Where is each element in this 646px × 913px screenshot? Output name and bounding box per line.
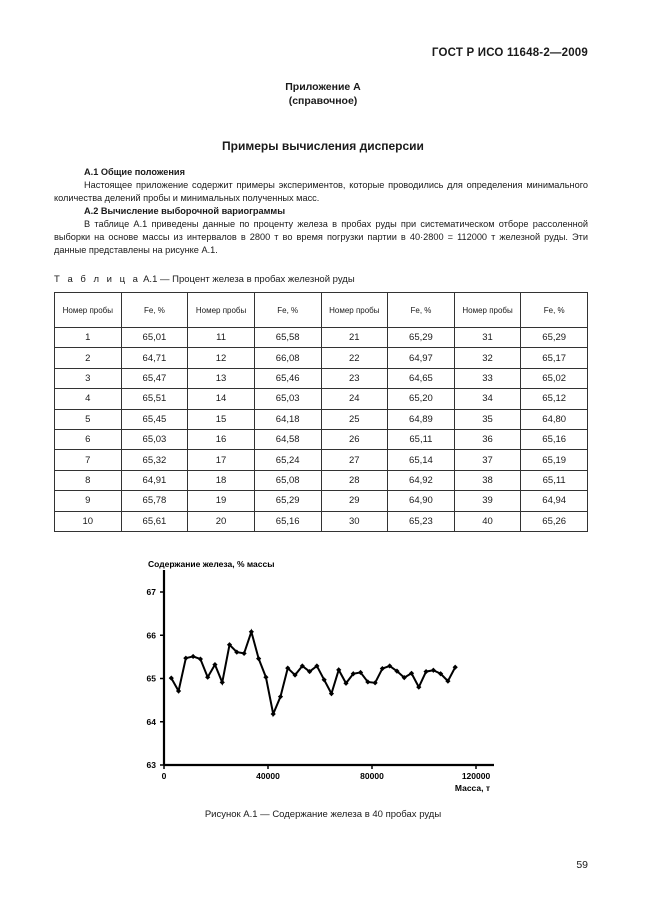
sample-number-cell: 31 — [454, 328, 521, 348]
x-tick-label: 80000 — [360, 771, 384, 781]
sample-number-cell: 23 — [321, 368, 388, 388]
sample-number-cell: 5 — [55, 409, 122, 429]
sample-number-cell: 35 — [454, 409, 521, 429]
sample-number-cell: 32 — [454, 348, 521, 368]
fe-value-cell: 64,89 — [388, 409, 455, 429]
sample-number-cell: 18 — [188, 470, 255, 490]
data-point — [183, 656, 188, 661]
header-sample: Номер пробы — [454, 293, 521, 328]
fe-value-cell: 64,18 — [254, 409, 321, 429]
header-fe: Fe, % — [388, 293, 455, 328]
y-tick-label: 63 — [146, 760, 156, 770]
chart-xlabel: Масса, т — [454, 783, 490, 793]
sample-number-cell: 24 — [321, 389, 388, 409]
chart-ylabel: Содержание железа, % массы — [148, 559, 275, 569]
sample-number-cell: 15 — [188, 409, 255, 429]
fe-value-cell: 65,14 — [388, 450, 455, 470]
table-caption-prefix: Т а б л и ц а — [54, 274, 141, 285]
sample-number-cell: 29 — [321, 491, 388, 511]
sample-number-cell: 19 — [188, 491, 255, 511]
data-point — [191, 654, 196, 659]
fe-value-cell: 65,78 — [121, 491, 188, 511]
fe-value-cell: 64,90 — [388, 491, 455, 511]
header-sample: Номер пробы — [55, 293, 122, 328]
x-tick-label: 0 — [161, 771, 167, 781]
sample-number-cell: 33 — [454, 368, 521, 388]
sample-number-cell: 40 — [454, 511, 521, 531]
fe-value-cell: 64,97 — [388, 348, 455, 368]
y-tick-label: 65 — [146, 673, 156, 684]
fe-value-cell: 65,45 — [121, 409, 188, 429]
sample-number-cell: 22 — [321, 348, 388, 368]
sample-number-cell: 21 — [321, 328, 388, 348]
section-a2-text: В таблице А.1 приведены данные по проценту железа в пробах руды при систематическом отборе рассоленной выборки на основе массы из интервалов в 2800 т во время погрузки партии в 40·2800 = 112000 т железной руды. Эти данные представлены на рисунке А.1. — [54, 219, 588, 255]
annex-title: Приложение А — [285, 81, 361, 93]
chart-series — [169, 629, 458, 716]
fe-value-cell: 65,24 — [254, 450, 321, 470]
page-number: 59 — [576, 859, 588, 871]
sample-number-cell: 36 — [454, 429, 521, 449]
sample-number-cell: 28 — [321, 470, 388, 490]
sample-number-cell: 30 — [321, 511, 388, 531]
fe-value-cell: 64,80 — [521, 409, 588, 429]
fe-value-cell: 65,29 — [388, 328, 455, 348]
fe-value-cell: 64,65 — [388, 368, 455, 388]
sample-number-cell: 37 — [454, 450, 521, 470]
fe-value-cell: 65,12 — [521, 389, 588, 409]
fe-value-cell: 65,11 — [521, 470, 588, 490]
fe-value-cell: 65,61 — [121, 511, 188, 531]
header-fe: Fe, % — [254, 293, 321, 328]
sample-number-cell: 3 — [55, 368, 122, 388]
fe-value-cell: 65,26 — [521, 511, 588, 531]
fe-value-cell: 65,51 — [121, 389, 188, 409]
sample-number-cell: 1 — [55, 328, 122, 348]
main-title: Примеры вычисления дисперсии — [222, 139, 424, 153]
fe-value-cell: 65,01 — [121, 328, 188, 348]
figure-caption: Рисунок А.1 — Содержание железа в 40 пробах руды — [204, 809, 442, 820]
sample-number-cell: 2 — [55, 348, 122, 368]
fe-value-cell: 65,46 — [254, 368, 321, 388]
data-point — [198, 656, 203, 661]
sample-number-cell: 6 — [55, 429, 122, 449]
sample-number-cell: 4 — [55, 389, 122, 409]
section-a1-text: Настоящее приложение содержит примеры экспериментов, которые проводились для определения минимального количества делений пробы и минимальных полученных масс. — [54, 180, 588, 203]
fe-value-cell: 64,58 — [254, 429, 321, 449]
fe-value-cell: 65,58 — [254, 328, 321, 348]
section-a1-heading: А.1 Общие положения — [84, 167, 185, 177]
annex-subtitle: (справочное) — [288, 95, 358, 107]
sample-number-cell: 11 — [188, 328, 255, 348]
sample-number-cell: 27 — [321, 450, 388, 470]
fe-value-cell: 65,20 — [388, 389, 455, 409]
fe-value-cell: 65,23 — [388, 511, 455, 531]
sample-number-cell: 10 — [55, 511, 122, 531]
fe-value-cell: 65,29 — [254, 491, 321, 511]
sample-number-cell: 39 — [454, 491, 521, 511]
sample-number-cell: 8 — [55, 470, 122, 490]
sample-number-cell: 25 — [321, 409, 388, 429]
x-tick-label: 120000 — [461, 771, 491, 781]
fe-value-cell: 64,94 — [521, 491, 588, 511]
sample-number-cell: 20 — [188, 511, 255, 531]
x-tick-label: 40000 — [256, 771, 280, 781]
fe-value-cell: 64,71 — [121, 348, 188, 368]
fe-value-cell: 65,16 — [521, 429, 588, 449]
header-sample: Номер пробы — [321, 293, 388, 328]
fe-value-cell: 65,11 — [388, 429, 455, 449]
header-fe: Fe, % — [521, 293, 588, 328]
sample-number-cell: 13 — [188, 368, 255, 388]
table-caption-text: А.1 — Процент железа в пробах железной руды — [140, 274, 355, 285]
fe-value-cell: 65,02 — [521, 368, 588, 388]
fe-value-cell: 65,16 — [254, 511, 321, 531]
data-point — [256, 656, 261, 661]
y-tick-label: 66 — [146, 630, 156, 641]
sample-number-cell: 34 — [454, 389, 521, 409]
y-tick-label: 64 — [146, 716, 156, 727]
fe-value-cell: 65,29 — [521, 328, 588, 348]
fe-value-cell: 65,47 — [121, 368, 188, 388]
data-point — [249, 629, 254, 634]
sample-number-cell: 12 — [188, 348, 255, 368]
fe-value-cell: 65,17 — [521, 348, 588, 368]
fe-value-cell: 65,03 — [121, 429, 188, 449]
data-point — [241, 651, 246, 656]
fe-value-cell: 65,08 — [254, 470, 321, 490]
sample-number-cell: 16 — [188, 429, 255, 449]
sample-number-cell: 14 — [188, 389, 255, 409]
header-fe: Fe, % — [121, 293, 188, 328]
fe-value-cell: 65,03 — [254, 389, 321, 409]
header-sample: Номер пробы — [188, 293, 255, 328]
fe-value-cell: 66,08 — [254, 348, 321, 368]
sample-number-cell: 17 — [188, 450, 255, 470]
data-point — [263, 675, 268, 680]
fe-value-cell: 65,19 — [521, 450, 588, 470]
sample-number-cell: 7 — [55, 450, 122, 470]
standard-header: ГОСТ Р ИСО 11648-2—2009 — [431, 47, 588, 59]
fe-value-cell: 64,91 — [121, 470, 188, 490]
y-tick-label: 67 — [146, 587, 156, 597]
sample-number-cell: 26 — [321, 429, 388, 449]
sample-number-cell: 9 — [55, 491, 122, 511]
sample-number-cell: 38 — [454, 470, 521, 490]
section-a2-heading: А.2 Вычисление выборочной вариограммы — [84, 206, 286, 216]
fe-value-cell: 65,32 — [121, 450, 188, 470]
fe-value-cell: 64,92 — [388, 470, 455, 490]
